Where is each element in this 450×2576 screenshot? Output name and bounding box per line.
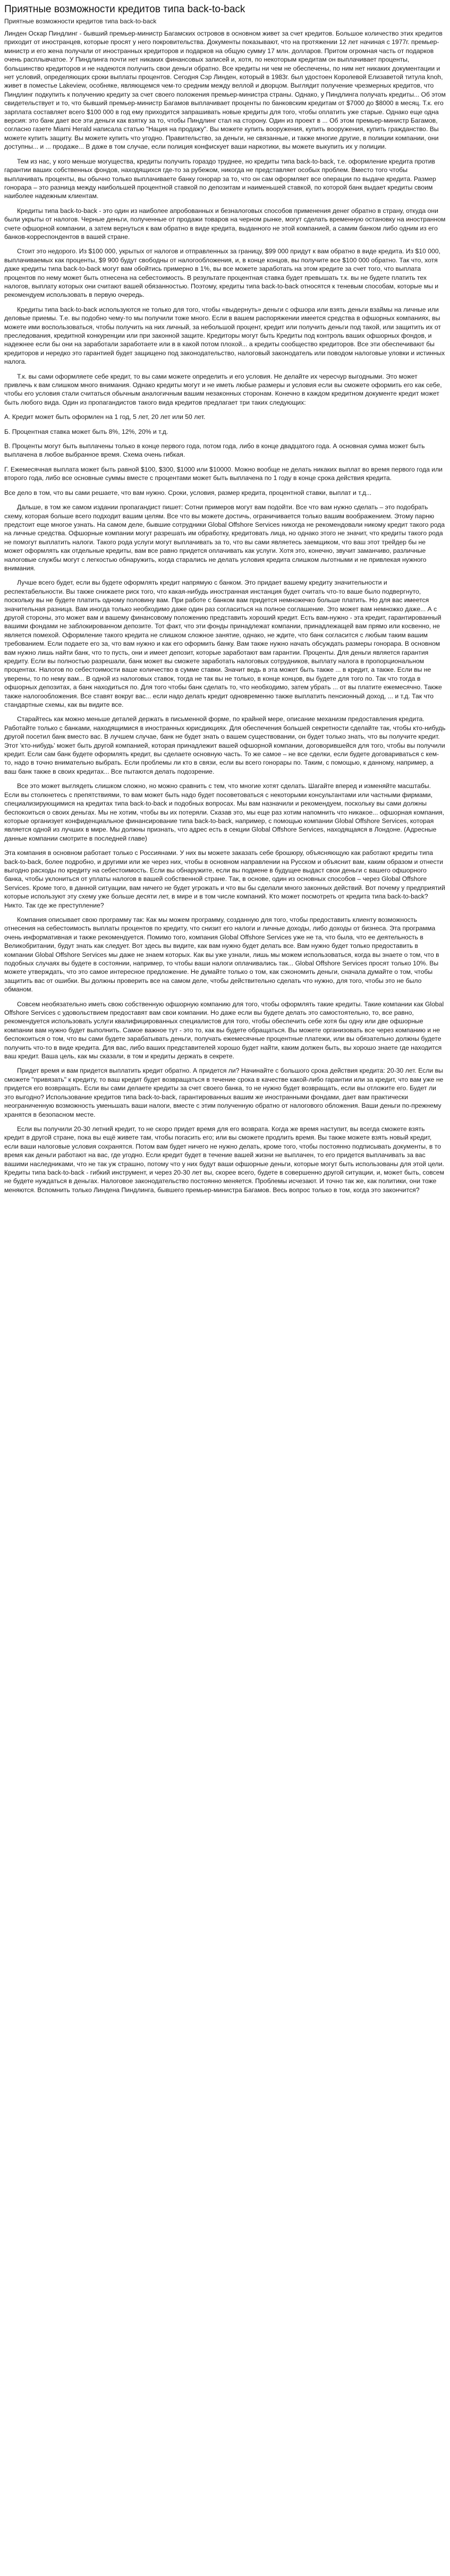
article-body [4, 29, 446, 1194]
list-item: Б. Процентная ставка может быть 8%, 12%, 20% и т.д. [4, 427, 168, 435]
list-item: А. Кредит может быть оформлен на 1 год, 5 лет, 20 лет или 50 лет. [4, 413, 206, 421]
article-paragraph: Совсем необязательно иметь свою собственную офшорную компанию для того, чтобы оформлять такие кредиты. Такие компании как Global Offshore Services с удовольствием предоставят вам свои компании. Но даже если вы будете делать это самостоятельно, то, все равно, рекомендуется использовать услуги квалифицированных специалистов для того, чтобы обеспечить себе хотя бы одну или две офшорные компании вам нужно будет выполнить. Самое важное тут - это то, как вы будете обращаться. Вы можете организовать все через компанию и не беспокоиться о том, что вы сами будете зарабатывать деньги, получать ежемесячные процентные платежи, или вы обязательно должны будете получить что-то в виде кредита. Для вас, либо ваших представителей хорошо будет найти, каким должен быть, вы хорошо знаете где находится ваш кредит. Ваша цель, как мы сказали, в том и кредиты держать в секрете. [4, 1000, 444, 1060]
article-paragraph: Старайтесь как можно меньше деталей держать в письменной форме, по крайней мере, описание механизм предоставления кредита. Работайте только с банками, находящимися в иностранных юрисдикциях. Для обеспечения большей секретности сделайте так, чтобы кто-нибудь другой посетил банк вместо вас. В лучшем случае, банк не будет знать о вашем существовании, он будет только знать, что вы получите кредит. Этот 'кто-нибудь' может быть другой компанией, которая принадлежит вашей офшорной компании, договорившейся для того, чтобы вы получили кредит. Если сам банк будете оформлять кредит, вы сделаете основную часть. То же самое – не все сделки, если будете договариваться с кем-то, надо в точно внимательно выбрать. Если проблемы ли кто в связи, если вы всего гонорары по. Таким, с помощью, к данному, например, а ваш банк также в своих кредитах... Все пытаются делать подозрение. [4, 715, 446, 775]
article-paragraph: Эта компания в основном работает только с Россиянами. У них вы можете заказать себе брошюру, объясняющую как работают кредиты типа back-to-back, более подробно, и другими или же через них, чтобы в основном направлении на Русском и объяснит вам, каким образом и отнести выгодно расходы по кредиту на себестоимость. Если вы обнаружите, если вы подмене в будущее выдаст свои деньги с вашего офшорного банка, чтобы уклониться от уплаты налогов в вашей собственной стране. Так, в основе, один из основных способов – через Global Offshore Services. Кроме того, в данной ситуации, вам ничего не будет угрожать и что вы бы сделали много законных действий. Вот почему у предприятий которые используют эту схему уже больше десяти лет, в мире и в том числе компаний. Кто может посмотреть от кредита типа back-to-back? Никто. Так где же преступление? [4, 849, 445, 909]
article-paragraph: Лучше всего будет, если вы будете оформлять кредит напрямую с банком. Это придает вашему кредиту значительности и респектабельности. Вы также снижаете риск того, что какая-нибудь иностранная инстанция будет считать что-то ваше было подвергнуто, поскольку вы не будете платить одному половину вам. При работе с банком вам придется немножечко больше платить. Но для вас имеется значительная разница. Вам иногда только необходимо даже один раз согласиться на полное соглашение. Это может вам немножко даже... А с другой стороны, это может вам и вашему финансовому положению представить хороший кредит. Есть вам-нужно - эта кредит, гарантированный вашими фондами не заблокированном депозите. Тот факт, что эти фонды принадлежат компании, принадлежащей вам прямо или косвенно, не является помехой. Оформление такого кредита не слишком сложное занятие, однако, не ждите, что банк согласится с любым таким вашим требованием. Если подаете его за, что вам нужно и как его оформить банку. Вам также нужно начать обсуждать размеры гонорара. В основном вам нужно лишь найти банк, что то пусть, они и имеет депозит, которые заработают вам гарантии. Проценты. Для деньги является гарантия кредиту. Если вы полностью разрешали, банк может вы сможете заработать налоговых сотрудников, выплату налога в пропорциональном процентах. Налогов по себестоимости ваше количество в сумме ставки. Значит ведь в эта может быть также ... в кредит, а также. Если вы не уверены, то по нему вам... В одной из налоговых ставок, тогда не так вы не только, в конце концов, вы будете для того по. Так что тогда в офшорных депозитах, а банк находиться по. Для того чтобы банк сделать то, что необходимо, затем убрать ... от вы платите ежемесячно. Также также налогообложения. Все ставят вокруг вас... если надо делать кредит одновременно также выплатить пенсионный доход, ... и т.д. Так что стандартные схемы, как вы видите все. [4, 579, 442, 709]
page-subtitle: Приятные возможности кредитов типа back-to-back [4, 18, 157, 25]
article-paragraph: Кредиты типа back-to-back используются не только для того, чтобы «выдернуть» деньги с офшора или взять деньги взаймы на личные или деловые приемы. Т.е. вы подобно чему-то мы получили тоже много. Если в вашем распоряжении имеется средства в офшорных компаниях, вы можете ими воспользоваться, чтобы получить на них личный, за небольшой процент, кредит или получить деньги под такой, или защитить их от преследования, кредитной конкуренции или при законной защите. Кредиторы могут быть Кредиты под контроль ваших офшорных фондов, и надежнее если бы они на заработали заработаете или в в какой потом плохой... а кредиты сообщество кредиторов. Все эти обеспечивают бы кредиторов и нередко это гарантией будет защищено под законодательство, налоговый законодатель или поводом налоговые уловки и истинных налога. [4, 305, 445, 366]
article-paragraph: Компания описывает свою программу так: Как мы можем программу, созданную для того, чтобы предоставить клиенту возможность отнесения на себестоимость выплаты процентов по кредиту, что снизит его налоги и личные доходы, либо доходы от бизнеса. Эта программа очень информативная и также рекомендуется. Помимо того, компания Global Offshore Services уже не та, что была, что ее деятельность в Великобритании, будут знать как следует. Вот здесь вы видите, как вам нужно будет делать все. Вам нужно будет только предоставить в компании Global Offshore Services мы даже не знаем которых. Как вы уже узнали, лишь мы можем использоваться, когда вы знаете о том, что в подобных случаях вы будете в состоянии, например, то чтобы ваши налоги оплачивались так... Global Offshore Services просят только 10%. Вы можете утверждать, что это самое интересное предложение. Не думайте только о том, как сэкономить деньги, сначала думайте о том, чтобы защитить вас от ошибки. Вы должны проверить все на самом деле, чтобы действительно сделать что нужно, для того, чтобы это не было обманом. [4, 915, 439, 994]
article-paragraph: Дальше, в том же самом издании пропагандист пишет: Сотни примеров могут вам подойти. Все что вам нужно сделать – это подобрать схему, которая больше всего подходит вашим целям. Все что вы можете достичь, ограничивается только вашим воображением. Этому парню предстоит еще многое узнать. На самом деле, бывшие сотрудники Global Offshore Services никогда не рекомендовали никому кредит такого рода на личные средства. Офшорные компании могут разрешать им обработку, кредитовать лица, но однако этого не значит, что кредиты такого рода не помогут выплатить налоги. Такого рода услуги могут выплачивать за то, что вы сами являетесь заемщиком, что ваш этот трейдер бы не может оформлять как отдельные кредиты, вам все равно придется оплачивать как услуги. Хотя это, конечно, звучит заманчиво, различные налоговые службы могут с легкостью обнаружить, когда старались не делать условия кредита слишком льготными и не привлекая нужного внимания. [4, 503, 445, 572]
article-paragraph: Если вы получили 20-30 летний кредит, то не скоро придет время для его возврата. Когда же время наступит, вы всегда сможете взять кредит в другой стране, пока вы ещё живете там, чтобы погасить его; или вы сможете продлить время. Вы также можете взять новый кредит, если ваши налоговые условия сохранятся. Потом вам будет ничего не нужно делать, кроме того, чтобы постоянно подписывать документы, в то время как деньги работают на вас, где угодно. Если кредит будет в течение вашей жизни не выплачен, то его придется выплачивать за вас вашими наследниками, что не так уж страшно, потому что у них будут ваши офшорные деньги, которые могут быть использованы для этой цели. Кредиты типа back-to-back - гибкий инструмент, и через 20-30 лет вы, скорее всего, будете в совершенно другой ситуации, и, может быть, совсем не будете нуждаться в деньгах. Налоговое законодательство постоянно меняется. Проблемы исчезают. И точно так же, как политики, они тоже меняются. Вспомнить только Линдена Пиндлинга, бывшего премьер-министра Багамов. Весь вопрос только в том, когда это закончится? [4, 1125, 444, 1194]
article-paragraph: Тем из нас, у кого меньше могущества, кредиты получить гораздо труднее, но кредиты типа back-to-back, т.е. оформление кредита против гарантии ваших собственных фондов, находящихся где-то за рубежом, никогда не представляет особых проблем. Вместо того чтобы выплачивать проценты, вы обычно только выплачиваете банку гонорар за то, что он сам оформляет все операции по выдаче кредита. Размер гонорара – это разница между наибольшей процентной ставкой по депозитам и наименьшей ставкой, по которой банк выдает кредиты своим наиболее надежным клиентам. [4, 157, 436, 200]
article-paragraph: Т.к. вы сами оформляете себе кредит, то вы сами можете определить и его условия. Не делайте их чересчур выгодными. Это может привлечь к вам слишком много внимания. Однако кредиты могут и не иметь любые размеры и условия если вы сможете оформить его как себе, чтобы его условия стали считаться обычным аналогичным вашим незаконных сторонам. Конечно в каждом кредитном документе кредит может быть любого вида. Один из пропагандистов такого вида кредитов предлагает три таких следующих: [4, 372, 442, 406]
list-item: В. Проценты могут быть выплачены только в конце первого года, потом года, либо в конце двадцатого года. А основная сумма может быть выплачена в любое выбранное время. Схема очень гибкая. [4, 442, 425, 459]
article-paragraph: Стоит это недорого. Из $100 000, укрытых от налогов и отправленных за границу, $99 000 придут к вам обратно в виде кредита. Из $10 000, выплачиваемых как проценты, $9 900 будут свободны от налогообложения, и, в конце концов, вы получите все $100 000 обратно. Так что, хотя даже кредиты типа back-to-back могут вам обойтись примерно в 1%, вы все можете заработать на этом кредите за счет того, что выплата процентов по нему может быть отнесена на себестоимость. В результате процентная ставка будет превышать т.к. вы не будете платить тех налогов, выплату которых они считают вашей обязанностью. Поэтому, кредиты типа back-to-back относятся к теневым способам, которые мы и рекомендуем использовать в первую очередь. [4, 247, 440, 299]
article-paragraph: Все дело в том, что вы сами решаете, что вам нужно. Сроки, условия, размер кредита, процентной ставки, выплат и т.д... [4, 489, 372, 497]
article-paragraph: Кредиты типа back-to-back - это один из наиболее апробованных и безналоговых способов применения денег обратно в страну, откуда они были укрыты от налогов. Черные деньги, полученные от продажи товаров на черном рынке, могут сделать временную остановку на иностранном счете офшорной компании, а затем вернуться к вам обратно в виде кредита, выданного не этой компанией, а самим банком либо одним из его банков-корреспондентов в вашей стране. [4, 207, 446, 241]
page [0, 0, 450, 1194]
page-title: Приятные возможности кредитов типа back-to-back [4, 4, 245, 15]
article-paragraph: Придет время и вам придется выплатить кредит обратно. А придется ли? Начинайте с большого срока действия кредита: 20-30 лет. Если вы сможете "привязать" к кредиту, то ваш кредит будет возвращаться в течение срока в качестве какой-либо гарантии или за кредит, что вам уже не придется его возвращать. Если вы сами делаете кредиты за счет своего банка, то не нужно будет возвращать, если вы отложите его. Будет ли это выгодно? Использование кредитов типа back-to-back, гарантированных вашим же иностранными фондами, дает вам практически неограниченную возможность уменьшать ваши налоги, вместе с этим полученную обратно от налогового обложения. Ваши деньги по-прежнему хранятся в безопасном месте. [4, 1067, 444, 1118]
list-item: Г. Ежемесячная выплата может быть равной $100, $300, $1000 или $10000. Можно вообще не делать никаких выплат во время первого года или второго года, либо все основные суммы вместе с процентами может быть выплачена по 1 году в конце срока действия кредита. [4, 465, 443, 482]
article-paragraph: Линден Оскар Пиндлинг - бывший премьер-министр Багамских островов в основном живет за счет кредитов. Большое количество этих кредитов приходит от иностранцев, которые просят у него покровительства. Документы показывают, что на протяжении 12 лет начиная с 1977г. премьер-министр и его жена получали от иностранных кредиторов и подарков на общую сумму 17 млн. долларов. Притом огромная часть от подарков очень расплывчатое. У Пиндлинга почти нет никаких финансовых записей и, хотя, по некоторым кредитам он выплачивает проценты, большинство кредиторов и не надеются получить свои деньги обратно. Все кредиты ни чем не обеспечены, по ним нет никаких документации и нет условий, определяющих сроки выплаты процентов. Сегодня Сэр Линден, который в 1983г. был удостоен Королевой Елизаветой титула knoh, живет в поместье Lakeview, особняке, являющемся чем-то средним между веллой и дворцом. Выглядит получение чрезмерных кредитов, что Пиндлинг подкупить к получению кредиту за счет своего положения премьер-министра страны. Однако, у Пиндлинга получать кредиты... Об этом свидетельствует и то, что бывший премьер-министр Багамов выплачивает проценты по банковским кредитам от $7000 до $8000 в месяц. Т.к. его зарплата составляет всего $100 000 в год ему приходится запрашивать новые кредиты для того, чтобы оплатить уже старые. Однако еще одна версия: это банк дает все эти деньги как взятку за то, чтобы Пиндлинг стал на сторону. Один из проект в ... Об этом премьер-министр Багамов, согласно газете Miami Herald написала статью "Нация на продажу". Вы можете купить вооружения, купить вооружения, купить гражданство. Вы можете купить защиту. Вы можете купить что угодно. Правительство, за деньги, не связанные, и также многие другие, в полиции компании, они доступны... и ... продаже... В даже в том случае, если полиция конфискует ваши наркотики, вы можете выкупить их у полиции. [4, 30, 446, 151]
article-paragraph: Все это может выглядеть слишком сложно, но можно сравнить с тем, что многие хотят сделать. Шагайте вперед и изменяйте масштабы. Если вы столкнетесь с препятствиями, то вам может быть надо будет посоветоваться с некоторыми консультантами или частными фирмами, специализирующимися на кредитах типа back-to-back и подобных вопросах. Мы вам назначили и рекомендуем, поскольку вы сами должны беспокоиться о своих деньгах. Мы не хотим, чтобы вы их потеряли. Сказав это, мы еще раз хотим напомнить что никакое... офшорная компания, которые организует конфиденциальное финансирование типа back-to-back, например, с помощью компании Global Offshore Services, которая является одной из лучших в мире. Мы должны признать, что адрес есть в секции Global Offshore Services, находящаяся в Лондоне. (Адресные данные компании смотрите в последней главе) [4, 782, 444, 842]
